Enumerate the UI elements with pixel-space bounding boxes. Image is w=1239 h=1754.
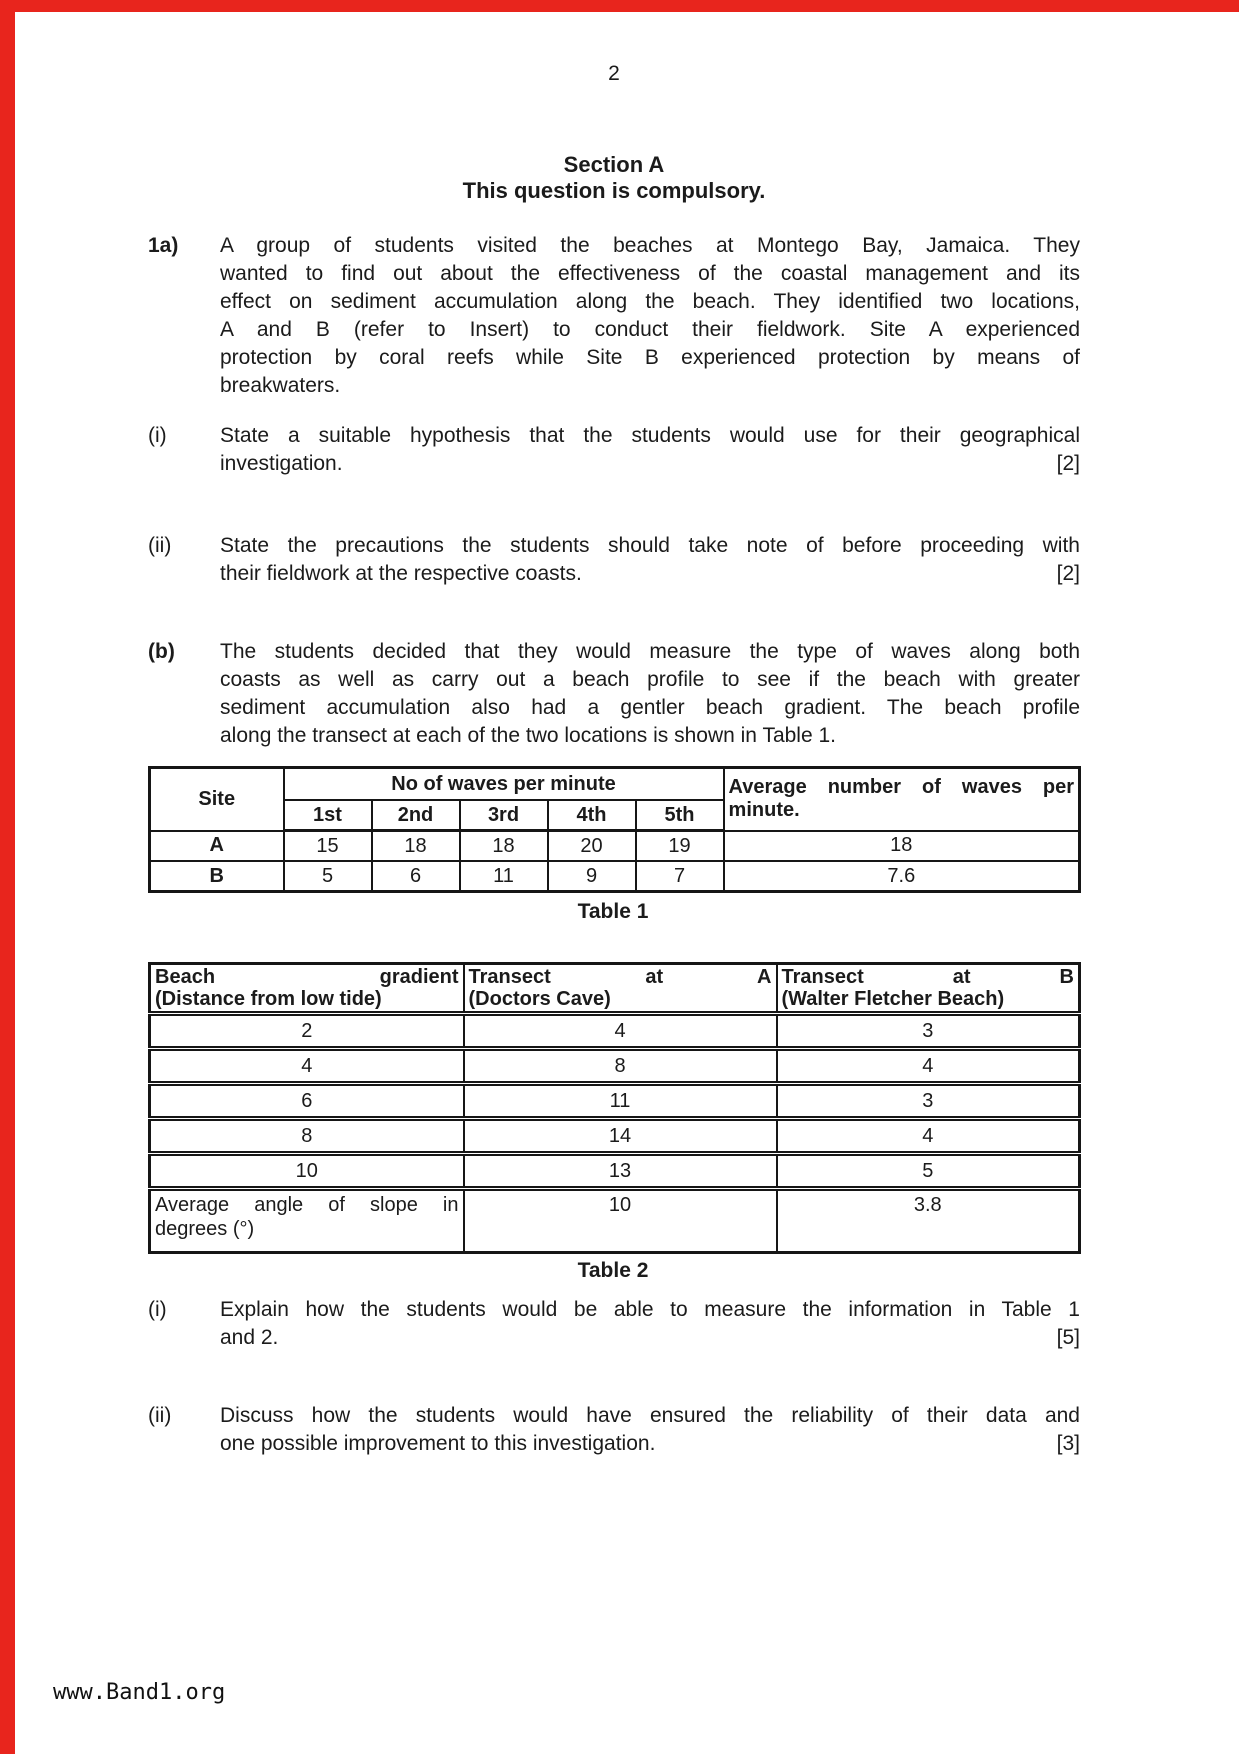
question-1a-label: 1a) (148, 234, 179, 257)
table2-cell: 2 (150, 1014, 464, 1049)
question-1b-i-text: Explain how the students would be able to measure the information in Table 1 and 2. (220, 1298, 1080, 1349)
table2-row (150, 1084, 1080, 1119)
table2-cell: 10 (150, 1154, 464, 1189)
question-1a-i-label: (i) (148, 424, 167, 447)
table2-header-transect-b: Transect at B (Walter Fletcher Beach) (777, 964, 1080, 1014)
table1-subheader-4th: 4th (548, 800, 636, 831)
page-content (148, 0, 1080, 1458)
table2-cell: 14 (464, 1119, 777, 1154)
table2-cell-average-label: Average angle of slope in degrees (°) (150, 1189, 464, 1253)
question-1a (148, 232, 1080, 400)
section-title: Section A (563, 152, 665, 177)
question-1a-ii-label: (ii) (148, 534, 172, 557)
question-1a-i-marks: [2] (1056, 452, 1080, 475)
table2-row (150, 1119, 1080, 1154)
table2-cell: 5 (777, 1154, 1080, 1189)
page-number: 2 (608, 62, 620, 85)
question-1b-i-marks: [5] (1056, 1326, 1080, 1349)
table1-header-site: Site (150, 768, 284, 831)
question-1a-ii-marks: [2] (1056, 562, 1080, 585)
table1-row-site-b (150, 861, 1080, 892)
table2-cell: 8 (150, 1119, 464, 1154)
table1-waves (148, 766, 1081, 893)
table1-cell: 19 (636, 831, 724, 862)
table1-row-site-a (150, 831, 1080, 862)
table2-beach-gradient (148, 962, 1081, 1254)
table2-header-transect-a: Transect at A (Doctors Cave) (464, 964, 777, 1014)
question-1b-ii (148, 1402, 1080, 1458)
table1-caption: Table 1 (577, 900, 649, 923)
table2-cell: 3 (777, 1084, 1080, 1119)
table2-row (150, 1154, 1080, 1189)
table2-cell-average-a: 10 (464, 1189, 777, 1253)
question-1a-i (148, 422, 1080, 478)
table1-cell: 9 (548, 861, 636, 892)
table2-cell: 4 (464, 1014, 777, 1049)
scan-edge-left (0, 0, 15, 1754)
table2-row (150, 1049, 1080, 1084)
table1-cell-site-a: A (150, 831, 284, 862)
table1-cell-site-b: B (150, 861, 284, 892)
question-1b-ii-text: Discuss how the students would have ensured the reliability of their data and one possible improvement to this investigation. (220, 1404, 1080, 1455)
question-1a-text: A group of students visited the beaches at Montego Bay, Jamaica. They wanted to find out about the effectiveness of the coastal management and its effect on sediment accumulation along the beach. They identified two locations, A and B (refer to Insert) to conduct their fieldwork. Site A experienced protection by coral reefs while Site B experienced protection by means of breakwaters. (220, 234, 1080, 397)
table2-cell: 11 (464, 1084, 777, 1119)
question-1b-label: (b) (148, 640, 175, 663)
table1-subheader-5th: 5th (636, 800, 724, 831)
question-1b-ii-label: (ii) (148, 1404, 172, 1427)
footer-watermark-url: www.Band1.org (53, 1680, 226, 1705)
table2-row (150, 1014, 1080, 1049)
table1-subheader-1st: 1st (284, 800, 372, 831)
section-subtitle: This question is compulsory. (462, 178, 766, 203)
table1-cell: 18 (372, 831, 460, 862)
table1-cell: 20 (548, 831, 636, 862)
table2-cell: 4 (777, 1119, 1080, 1154)
table1-subheader-3rd: 3rd (460, 800, 548, 831)
question-1a-ii-text: State the precautions the students should take note of before proceeding with their fieldwork at the respective coasts. (220, 534, 1080, 585)
question-1a-ii (148, 532, 1080, 588)
table2-cell-average-b: 3.8 (777, 1189, 1080, 1253)
table2-header-gradient: Beach gradient (Distance from low tide) (150, 964, 464, 1014)
table1-cell: 18 (460, 831, 548, 862)
table2-cell: 3 (777, 1014, 1080, 1049)
question-1b-text: The students decided that they would measure the type of waves along both coasts as well as carry out a beach profile to see if the beach with greater sediment accumulation also had a gentler beach gradient. The beach profile along the transect at each of the two locations is shown in Table 1. (220, 640, 1080, 747)
table2-cell: 4 (150, 1049, 464, 1084)
table1-cell-average-a: 18 (724, 831, 1080, 862)
table2-cell: 4 (777, 1049, 1080, 1084)
table1-cell: 5 (284, 861, 372, 892)
table1-cell-average-b: 7.6 (724, 861, 1080, 892)
question-1b-ii-marks: [3] (1056, 1432, 1080, 1455)
scan-edge-top (0, 0, 1239, 12)
section-heading (148, 152, 1080, 204)
table1-cell: 11 (460, 861, 548, 892)
table1-cell: 7 (636, 861, 724, 892)
table1-header-average: Average number of waves per minute. (724, 768, 1080, 831)
table1-cell: 15 (284, 831, 372, 862)
question-1a-i-text: State a suitable hypothesis that the students would use for their geographical investigation. (220, 424, 1080, 475)
question-1b-i-label: (i) (148, 1298, 167, 1321)
table2-caption: Table 2 (577, 1259, 649, 1282)
table2-cell: 6 (150, 1084, 464, 1119)
question-1b-i (148, 1296, 1080, 1352)
question-1b (148, 638, 1080, 750)
table1-cell: 6 (372, 861, 460, 892)
table1-header-waves: No of waves per minute (284, 768, 724, 801)
table2-cell: 13 (464, 1154, 777, 1189)
table2-row-average (150, 1189, 1080, 1253)
table1-subheader-2nd: 2nd (372, 800, 460, 831)
table2-cell: 8 (464, 1049, 777, 1084)
